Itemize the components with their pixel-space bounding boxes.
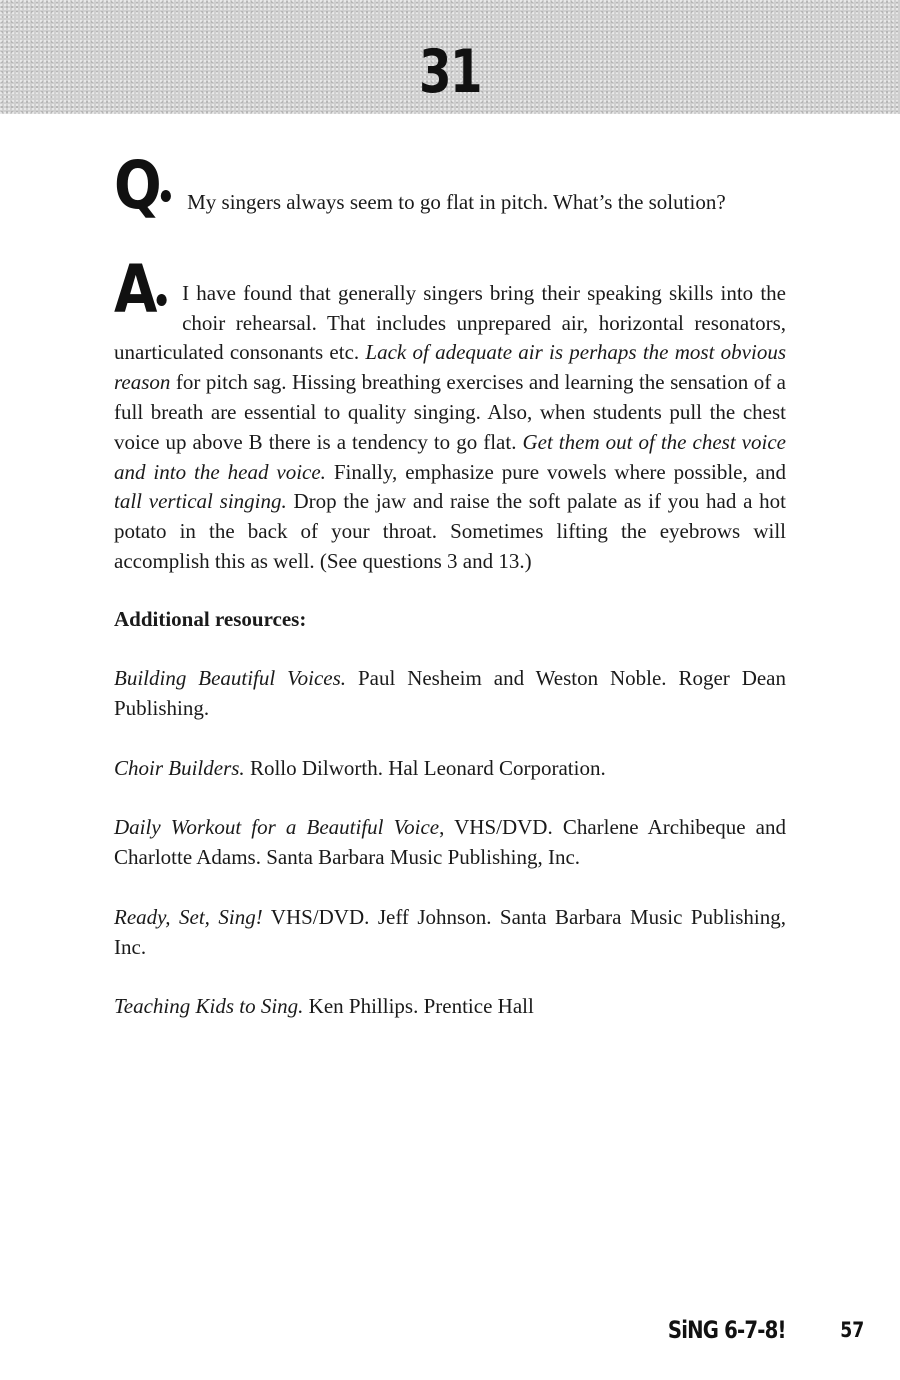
- answer-block: [114, 250, 786, 577]
- answer-segment: Finally, emphasize pure vowels where possible, and: [325, 459, 786, 484]
- resource-title: Choir Builders.: [114, 755, 245, 780]
- question-number: 31: [418, 37, 482, 107]
- answer-segment: for pitch sag. Hissing breathing exercises and learning the sensation of a full breath are essential to quality singing. Also, when students pull the chest voice up above B there is a tendency to go flat.: [114, 370, 786, 454]
- question-letter: Q: [114, 147, 160, 224]
- resource-item: [114, 903, 786, 963]
- resource-details: , VHS/DVD. Charlene Archibeque and Charlotte Adams. Santa Barbara Music Publishing, Inc.: [114, 815, 786, 870]
- resource-title: Teaching Kids to Sing.: [114, 994, 304, 1019]
- question-block: [114, 147, 786, 224]
- resource-details: Ken Phillips. Prentice Hall: [303, 994, 534, 1019]
- resource-item: [114, 664, 786, 724]
- resource-details: Paul Nesheim and Weston Noble. Roger Dean Publishing.: [114, 666, 787, 721]
- resource-item: [114, 992, 786, 1022]
- page-number: 57: [840, 1318, 864, 1342]
- answer-emphasis: tall vertical singing.: [114, 489, 287, 514]
- answer-marker: [114, 250, 167, 328]
- question-text: My singers always seem to go flat in pitch. What’s the solution?: [187, 190, 726, 214]
- resource-title: Building Beautiful Voices.: [114, 666, 347, 691]
- resource-item: [114, 754, 786, 784]
- answer-letter: A: [114, 250, 155, 328]
- question-marker: [114, 147, 171, 224]
- resource-details: VHS/DVD. Jeff Johnson. Santa Barbara Music Publishing, Inc.: [114, 904, 786, 959]
- answer-emphasis: Lack of adequate air is perhaps the most obvious reason: [114, 340, 786, 395]
- answer-segment: I have found that generally singers bring their speaking skills into the choir rehearsal. That includes unprepared air, horizontal resonators, unarticulated consonants etc.: [114, 280, 786, 365]
- dot-icon: [161, 190, 171, 202]
- answer-segment: Drop the jaw and raise the soft palate as if you had a hot potato in the back of your throat. Sometimes lifting the eyebrows will accomplish this as well. (See questions 3 and 13.): [114, 489, 786, 573]
- resources-heading: Additional resources:: [114, 606, 307, 631]
- answer-text: [114, 256, 786, 577]
- answer-emphasis: Get them out of the chest voice and into the head voice.: [114, 429, 786, 484]
- resource-details: Rollo Dilworth. Hal Leonard Corporation.: [244, 755, 606, 780]
- footer-brand: SiNG 6-7-8!: [668, 1316, 786, 1344]
- page-content: [114, 147, 787, 1022]
- dot-icon: [157, 294, 167, 306]
- resource-item: [114, 813, 786, 873]
- resource-title: Ready, Set, Sing!: [114, 904, 263, 929]
- resource-title: Daily Workout for a Beautiful Voice: [114, 815, 440, 840]
